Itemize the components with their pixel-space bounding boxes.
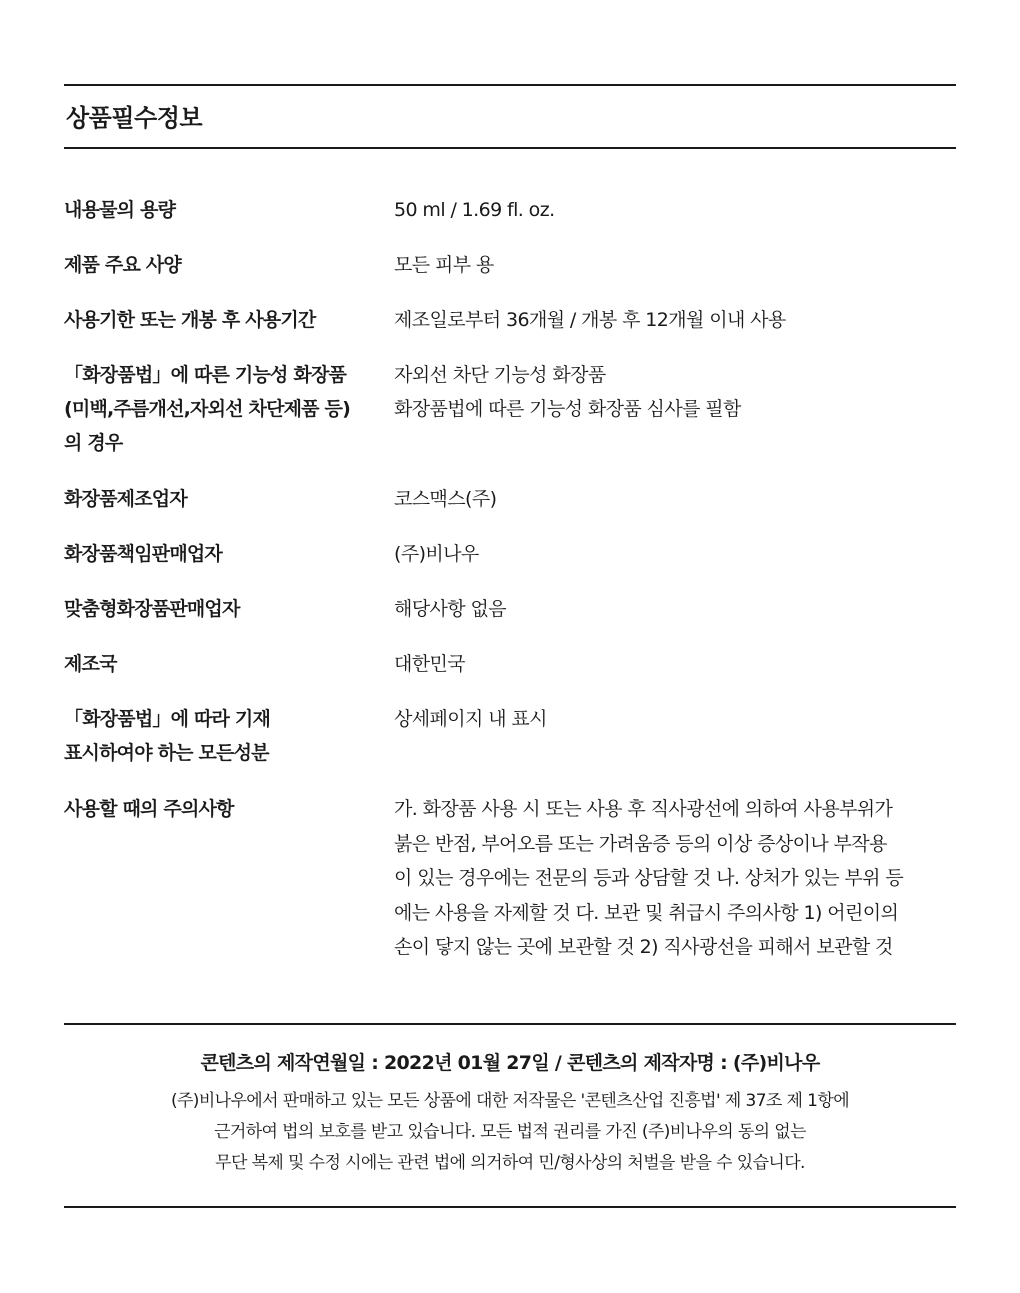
info-value: 상세페이지 내 표시 [394,708,547,730]
info-value: 가. 화장품 사용 시 또는 사용 후 직사광선에 의하여 사용부위가 붉은 반점, 부어오름 또는 가려움증 등의 이상 증상이나 부작용 이 있는 경우에는 전문의 등과 상담할 것 나. 상처가 있는 부위 등 에는 사용을 자제할 것 다. 보관 및 취급시 주의사항 1) 어린이의 손이 닿지 않는 곳에 보관할 것 2) 직사광선을 피해서 보관할 것 [394,798,904,958]
info-value: 제조일로부터 36개월 / 개봉 후 12개월 이내 사용 [394,309,786,331]
info-value: 모든 피부 용 [394,254,494,276]
info-value: 대한민국 [394,653,466,675]
info-value: 코스맥스(주) [394,488,497,510]
info-label: 화장품책임판매업자 [64,543,222,565]
content-production-info: 콘텐츠의 제작연월일 : 2022년 01월 27일 / 콘텐츠의 제작자명 : (주)비나우 [200,1052,820,1074]
info-label: 사용할 때의 주의사항 [64,798,234,820]
copyright-footer [64,1046,956,1179]
footer-bottom-divider [64,1206,956,1208]
copyright-notice: (주)비나우에서 판매하고 있는 모든 상품에 대한 저작물은 '콘텐츠산업 진흥법' 제 37조 제 1항에 근거하여 법의 보호를 받고 있습니다. 모든 법적 권리를 가진 (주)비나우의 동의 없는 무단 복제 및 수정 시에는 관련 법에 의거하여 민/형사상의 처벌을 받을 수 있습니다. [170,1091,850,1173]
header-divider [64,147,956,149]
top-divider [64,84,956,86]
info-label: 내용물의 용량 [64,199,176,221]
info-label: 제조국 [64,653,117,675]
info-value: (주)비나우 [394,543,479,565]
info-label: 제품 주요 사양 [64,254,181,276]
info-label: 「화장품법」에 따라 기재 표시하여야 하는 모든성분 [64,708,271,764]
info-value: 자외선 차단 기능성 화장품 화장품법에 따른 기능성 화장품 심사를 필함 [394,364,741,420]
info-label: 「화장품법」에 따른 기능성 화장품 (미백,주름개선,자외선 차단제품 등) 의 경우 [64,364,350,454]
info-label: 화장품제조업자 [64,488,187,510]
footer-top-divider [64,1023,956,1025]
section-title: 상품필수정보 [66,104,203,132]
info-label: 사용기한 또는 개봉 후 사용기간 [64,309,316,331]
info-label: 맞춤형화장품판매업자 [64,598,240,620]
info-value: 50 ml / 1.69 fl. oz. [394,199,555,221]
info-value: 해당사항 없음 [394,598,506,620]
